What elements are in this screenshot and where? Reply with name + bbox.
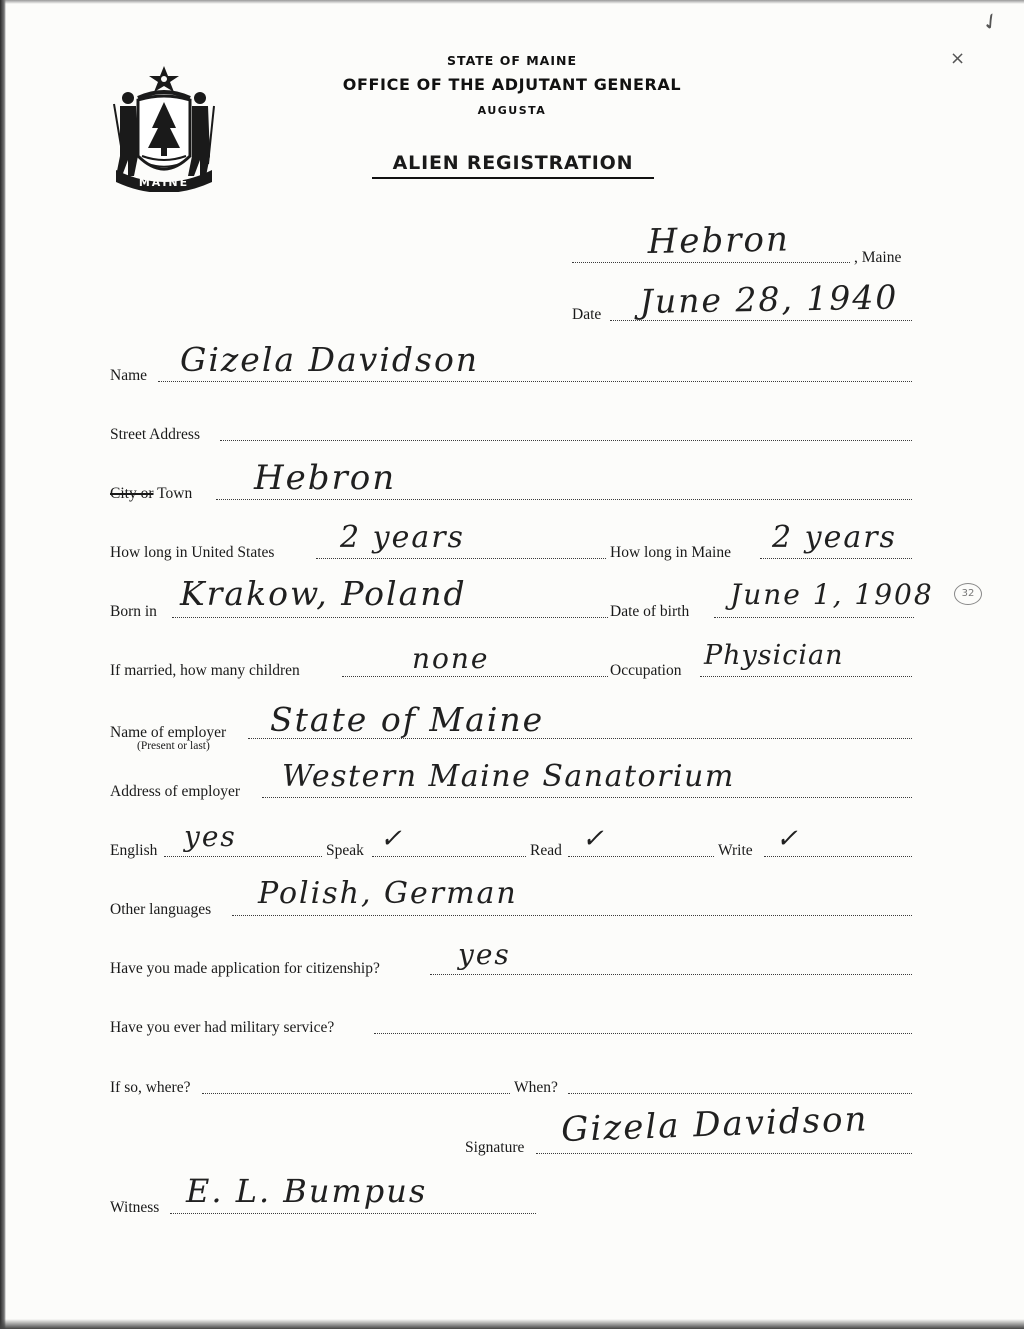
how-long-maine-entry: 2 years bbox=[772, 520, 897, 555]
witness-entry: E. L. Bumpus bbox=[186, 1172, 428, 1210]
when-line bbox=[568, 1093, 912, 1094]
born-in-label: Born in bbox=[110, 603, 157, 620]
signature-line bbox=[536, 1153, 912, 1154]
born-in-entry: Krakow, Poland bbox=[180, 574, 467, 613]
witness-line bbox=[170, 1213, 536, 1214]
how-long-us-label: How long in United States bbox=[110, 544, 275, 561]
cross-mark-icon: × bbox=[950, 48, 966, 69]
other-languages-line bbox=[232, 915, 912, 916]
scan-edge-left bbox=[0, 0, 6, 1329]
check-mark-icon: ✓ bbox=[976, 7, 1006, 38]
write-label: Write bbox=[718, 842, 753, 859]
name-line bbox=[158, 381, 912, 382]
name-entry: Gizela Davidson bbox=[180, 340, 480, 379]
employer-address-entry: Western Maine Sanatorium bbox=[282, 759, 735, 794]
how-long-maine-line bbox=[760, 558, 912, 559]
when-label: When? bbox=[514, 1079, 558, 1096]
employer-name-entry: State of Maine bbox=[270, 700, 545, 739]
military-label: Have you ever had military service? bbox=[110, 1019, 335, 1036]
speak-label: Speak bbox=[326, 842, 364, 859]
date-entry: June 28, 1940 bbox=[639, 277, 899, 321]
occupation-line bbox=[700, 676, 912, 677]
circled-margin-note: 32 bbox=[954, 583, 982, 605]
citizenship-entry: yes bbox=[458, 938, 511, 971]
english-entry: yes bbox=[184, 820, 237, 853]
children-entry: none bbox=[412, 642, 490, 675]
city-town-entry: Hebron bbox=[254, 458, 397, 498]
date-of-birth-entry: June 1, 1908 bbox=[730, 578, 934, 611]
header-state: STATE OF MAINE bbox=[447, 53, 577, 68]
english-line bbox=[164, 856, 322, 857]
header-city: AUGUSTA bbox=[477, 104, 547, 117]
if-so-where-line bbox=[202, 1093, 510, 1094]
witness-label: Witness bbox=[110, 1199, 160, 1216]
read-line bbox=[568, 856, 714, 857]
maine-seal-icon bbox=[108, 64, 220, 192]
employer-address-label: Address of employer bbox=[110, 783, 240, 800]
occupation-entry: Physician bbox=[704, 640, 844, 671]
employer-name-label: Name of employer bbox=[110, 724, 227, 741]
read-entry: ✓ bbox=[582, 824, 606, 854]
how-long-us-line bbox=[316, 558, 606, 559]
signature-label: Signature bbox=[465, 1139, 525, 1156]
street-address-line bbox=[220, 440, 912, 441]
town-label: Town bbox=[157, 485, 193, 502]
other-languages-label: Other languages bbox=[110, 901, 212, 918]
how-long-maine-label: How long in Maine bbox=[610, 544, 731, 561]
date-label: Date bbox=[572, 306, 602, 323]
employer-note: (Present or last) bbox=[137, 740, 210, 752]
citizenship-line bbox=[430, 974, 912, 975]
children-label: If married, how many children bbox=[110, 662, 300, 679]
children-line bbox=[342, 676, 608, 677]
signature-entry: Gizela Davidson bbox=[560, 1099, 870, 1150]
english-label: English bbox=[110, 842, 158, 859]
city-struck-label: City or bbox=[110, 485, 154, 502]
how-long-us-entry: 2 years bbox=[340, 520, 465, 555]
state-suffix: , Maine bbox=[854, 249, 902, 266]
speak-line bbox=[372, 856, 526, 857]
city-town-line bbox=[216, 499, 912, 500]
read-label: Read bbox=[530, 842, 562, 859]
city-town-label bbox=[110, 485, 192, 503]
write-entry: ✓ bbox=[776, 824, 800, 854]
employer-address-line bbox=[262, 797, 912, 798]
town-header-entry: Hebron bbox=[647, 219, 791, 262]
born-in-line bbox=[172, 617, 608, 618]
seal-text: MAINE bbox=[138, 176, 190, 189]
form-title: ALIEN REGISTRATION bbox=[372, 152, 654, 179]
town-header-line bbox=[572, 262, 850, 263]
name-label: Name bbox=[110, 367, 148, 384]
other-languages-entry: Polish, German bbox=[258, 876, 518, 911]
write-line bbox=[764, 856, 912, 857]
citizenship-label: Have you made application for citizenship? bbox=[110, 960, 380, 977]
if-so-where-label: If so, where? bbox=[110, 1079, 191, 1096]
occupation-label: Occupation bbox=[610, 662, 682, 679]
military-line bbox=[374, 1033, 912, 1034]
scan-edge-bottom bbox=[0, 1319, 1024, 1329]
street-address-label: Street Address bbox=[110, 426, 200, 443]
date-of-birth-label: Date of birth bbox=[610, 603, 690, 620]
speak-entry: ✓ bbox=[380, 824, 404, 854]
date-of-birth-line bbox=[714, 617, 914, 618]
scan-edge-top bbox=[0, 0, 1024, 4]
header-office: OFFICE OF THE ADJUTANT GENERAL bbox=[342, 75, 682, 94]
